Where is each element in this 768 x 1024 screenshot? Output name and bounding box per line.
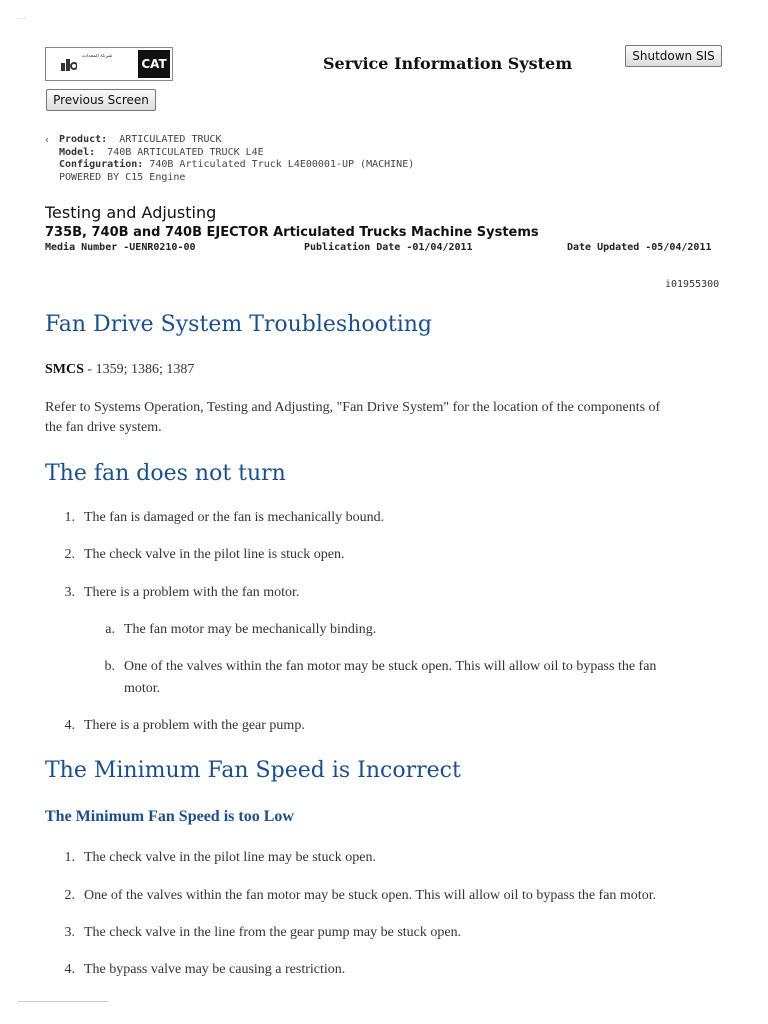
sub-list-text: One of the valves within the fan motor may be stuck open. This will allow oil to bypass the fan <box>124 659 657 674</box>
list-text: One of the valves within the fan motor may be stuck open. This will allow oil to bypass the fan motor. <box>84 888 657 903</box>
list-text: The bypass valve may be causing a restriction. <box>84 962 346 977</box>
list-text: The check valve in the pilot line is stuck open. <box>84 547 345 562</box>
list-text: There is a problem with the gear pump. <box>84 718 305 733</box>
main-heading: Fan Drive System Troubleshooting <box>45 312 433 337</box>
product-info <box>46 134 414 184</box>
powered-by: POWERED BY C15 Engine <box>59 171 186 183</box>
smcs-line <box>45 360 194 380</box>
model-label: Model: <box>59 146 96 158</box>
sub-list-letter: b. <box>104 659 115 674</box>
previous-screen-button[interactable]: Previous Screen <box>46 89 156 111</box>
publication-date: Publication Date -01/04/2011 <box>304 242 473 253</box>
list-number: 4. <box>64 718 75 733</box>
dealer-logo-icon <box>61 57 77 71</box>
collapse-arrow-icon[interactable]: ‹ <box>44 135 51 146</box>
sub-list-text-cont: motor. <box>124 681 161 696</box>
media-number: Media Number -UENR0210-00 <box>45 242 196 253</box>
list-number: 1. <box>64 510 75 525</box>
fan-not-turn-heading: The fan does not turn <box>45 461 286 486</box>
list-text: The fan is damaged or the fan is mechanically bound. <box>84 510 385 525</box>
list-text: The check valve in the line from the gear pump may be stuck open. <box>84 925 462 940</box>
list-text: The check valve in the pilot line may be stuck open. <box>84 850 376 865</box>
min-fan-speed-low-heading: The Minimum Fan Speed is too Low <box>45 808 294 825</box>
tiny-mark: .... <box>18 14 26 21</box>
smcs-value: - 1359; 1386; 1387 <box>83 362 195 377</box>
dealer-logo <box>45 47 173 81</box>
cat-logo: CAT <box>138 50 170 78</box>
product-value: ARTICULATED TRUCK <box>119 134 222 145</box>
model-value: 740B ARTICULATED TRUCK L4E <box>107 146 264 158</box>
config-label: Configuration: <box>59 159 144 170</box>
section-heading: Testing and Adjusting <box>45 203 217 222</box>
list-number: 4. <box>64 962 75 977</box>
shutdown-sis-button[interactable]: Shutdown SIS <box>625 45 722 67</box>
sub-list-text: The fan motor may be mechanically binding. <box>124 622 377 637</box>
product-label: Product: <box>59 134 108 145</box>
list-number: 3. <box>64 585 75 600</box>
min-fan-speed-heading: The Minimum Fan Speed is Incorrect <box>45 758 461 783</box>
list-number: 1. <box>64 850 75 865</box>
list-number: 2. <box>64 888 75 903</box>
intro-line-2: the fan drive system. <box>45 420 162 435</box>
list-number: 3. <box>64 925 75 940</box>
document-id: i01955300 <box>665 279 720 290</box>
date-updated: Date Updated -05/04/2011 <box>567 242 712 253</box>
smcs-label: SMCS <box>45 362 84 377</box>
page-title: Service Information System <box>323 54 573 73</box>
config-value: 740B Articulated Truck L4E00001-UP (MACHINE) <box>149 159 415 170</box>
intro-paragraph <box>45 398 745 438</box>
intro-line-1: Refer to Systems Operation, Testing and Adjusting, "Fan Drive System" for the location of the components of <box>45 400 661 415</box>
footer-divider <box>18 1001 108 1002</box>
list-text: There is a problem with the fan motor. <box>84 585 300 600</box>
dealer-logo-text: شركة المعدات <box>82 54 113 59</box>
document-title: 735B, 740B and 740B EJECTOR Articulated Trucks Machine Systems <box>45 225 539 240</box>
list-number: 2. <box>64 547 75 562</box>
sub-list-letter: a. <box>105 622 115 637</box>
